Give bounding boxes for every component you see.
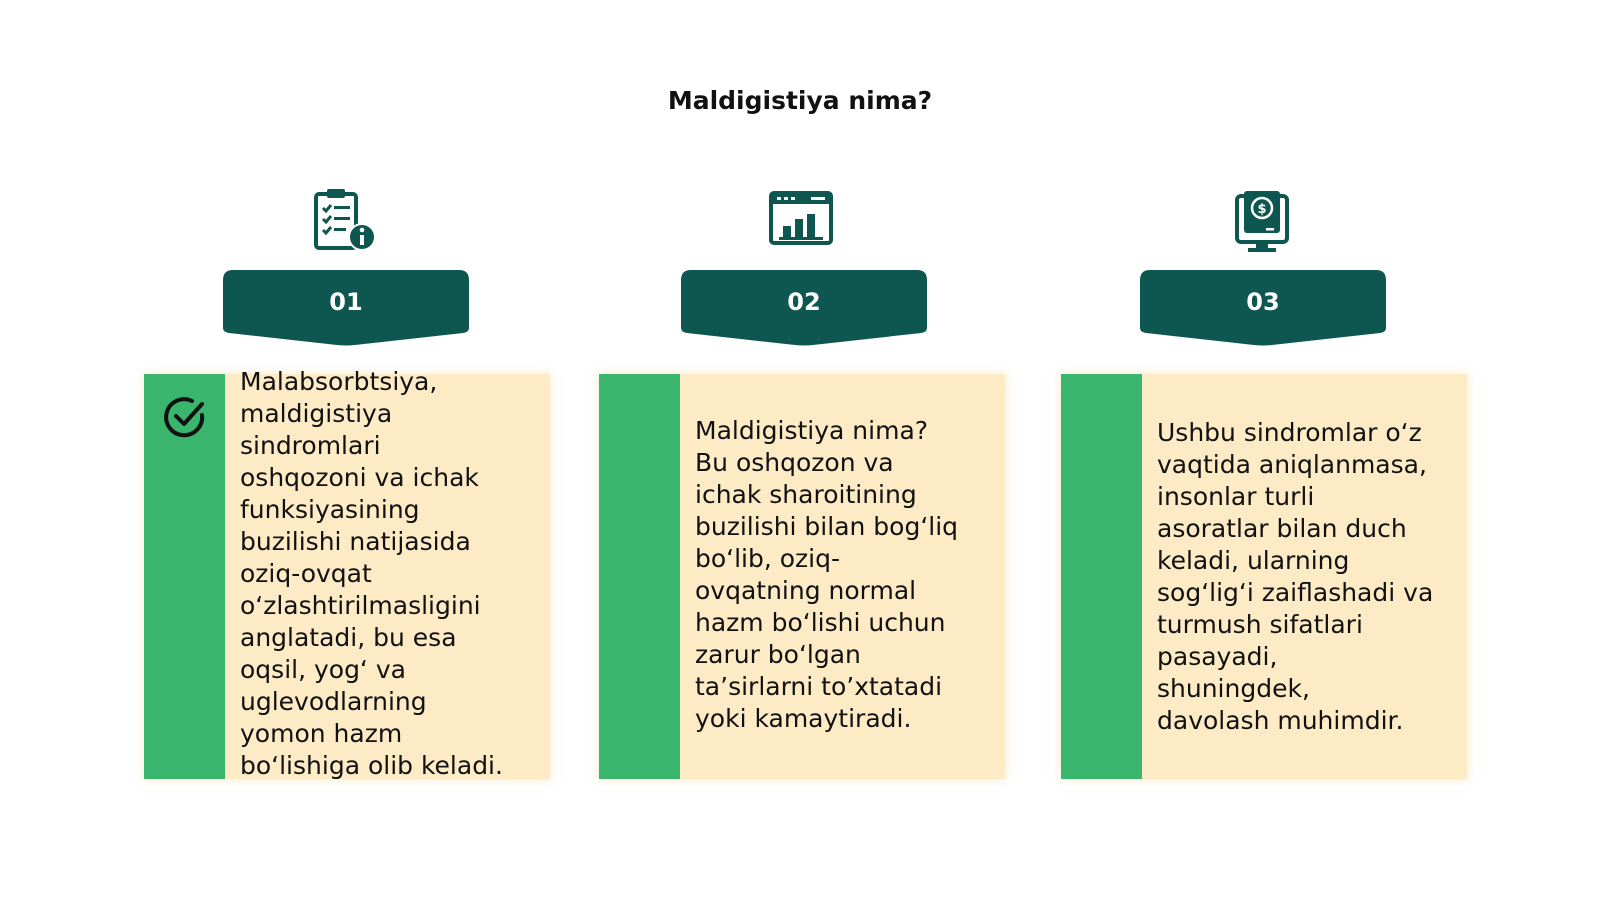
info-card-02: [599, 374, 1005, 779]
step-number: 01: [329, 288, 363, 316]
info-card-01: [144, 367, 550, 780]
info-card-03: [1061, 374, 1467, 779]
card-accent-bar: [144, 374, 225, 779]
step-number: 03: [1246, 288, 1280, 316]
clipboard-info-icon: [313, 188, 379, 254]
card-text: Maldigistiya nima? Bu oshqozon va ichak sharoitining buzilishi bilan bog‘liq bo‘lib, oziq- ovqatning normal hazm bo‘lishi uchun zarur bo‘lgan ta’sirlarni to’xtatadi yoki kamaytiradi.: [695, 416, 959, 733]
check-circle-icon: [162, 394, 208, 440]
step-badge-03: [1140, 270, 1386, 346]
step-badge-01: [223, 270, 469, 346]
svg-text:$: $: [1257, 202, 1267, 217]
slide-title: Maldigistiya nima?: [667, 86, 933, 115]
card-text: Ushbu sindromlar o‘z vaqtida aniqlanmasa, insonlar turli asoratlar bilan duch keladi, ularning sog‘lig‘i zaiflashadi va turmush sifatlari pasayadi, shuningdek, davolash muhimdir.: [1157, 418, 1434, 735]
card-accent-bar: [599, 374, 680, 779]
card-text: Malabsorbtsiya, maldigistiya sindromlari oshqozoni va ichak funksiyasining buzilishi natijasida oziq-ovqat o‘zlashtirilmasligini anglatadi, bu esa oqsil, yog‘ va uglevodlarning yomon hazm bo‘lishiga olib keladi.: [240, 367, 503, 780]
monitor-dollar-icon: [1234, 188, 1290, 254]
card-accent-bar: [1061, 374, 1142, 779]
step-badge-02: [681, 270, 927, 346]
step-number: 02: [787, 288, 821, 316]
bar-chart-window-icon: [768, 188, 834, 248]
